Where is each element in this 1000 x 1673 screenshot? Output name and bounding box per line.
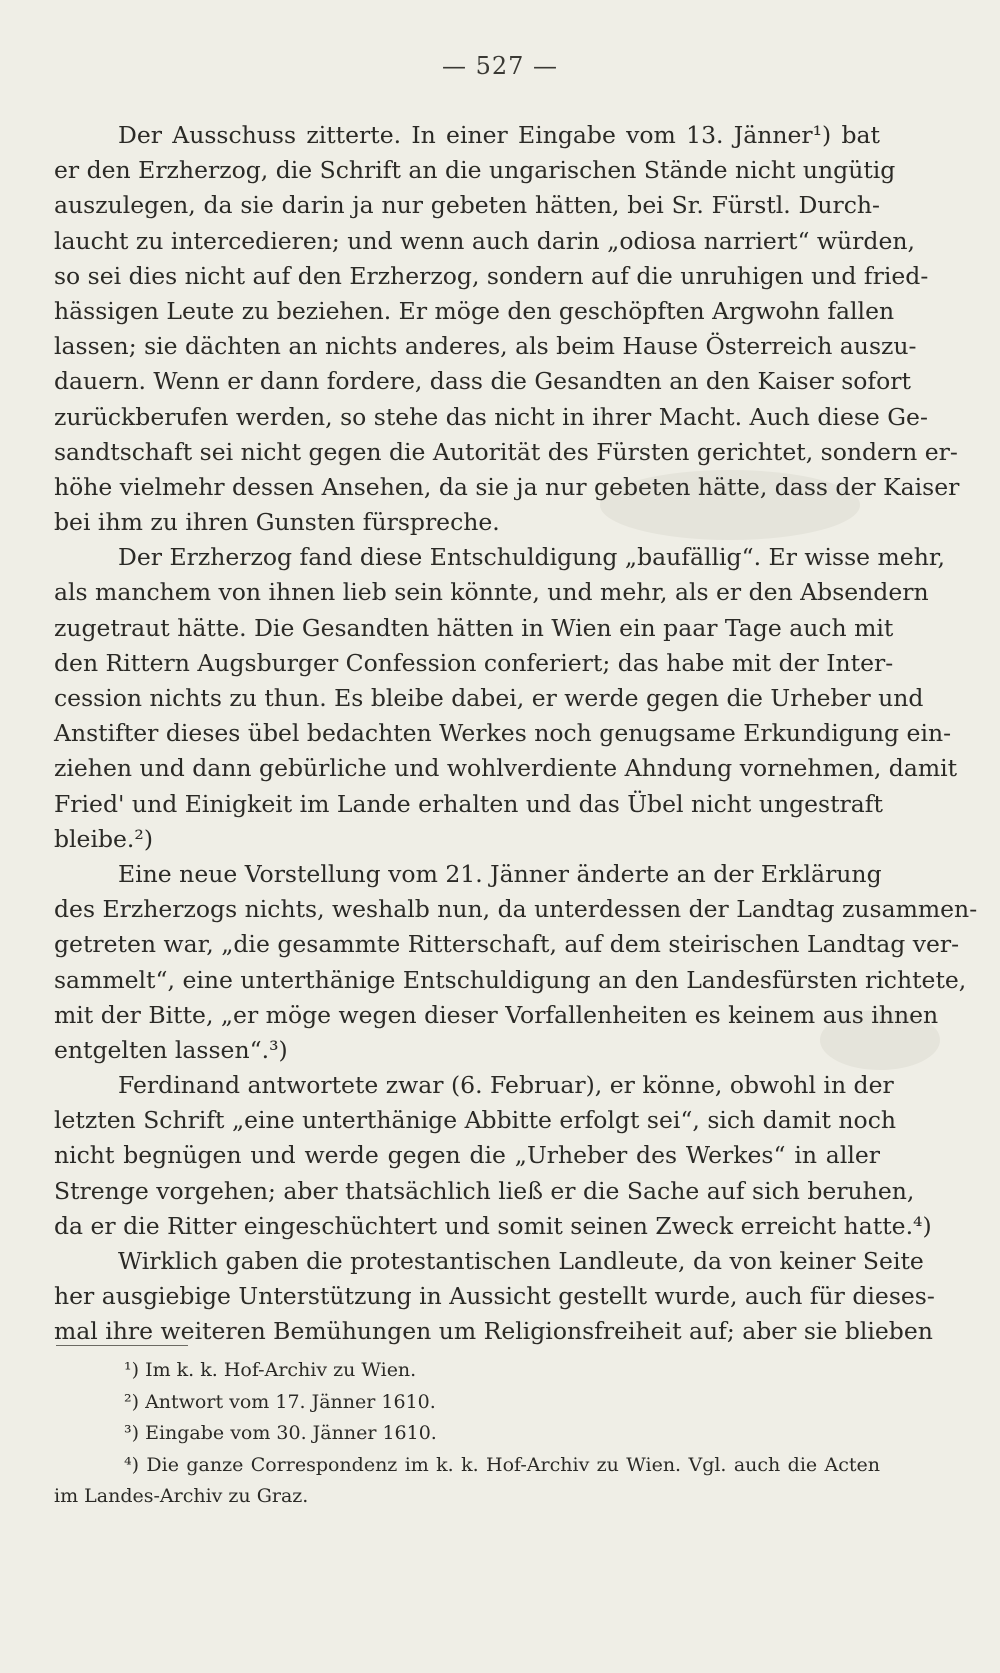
footnote-line: ¹) Im k. k. Hof-Archiv zu Wien. — [124, 1359, 417, 1381]
footnotes — [54, 1355, 880, 1513]
footnote-divider — [56, 1345, 188, 1346]
text-line: cession nichts zu thun. Es bleibe dabei, er werde gegen die Urheber und — [54, 684, 924, 712]
text-line: als manchem von ihnen lieb sein könnte, und mehr, als er den Absendern — [54, 578, 929, 607]
text-line: bleibe.²) — [54, 824, 153, 853]
text-line: zugetraut hätte. Die Gesandten hätten in Wien ein paar Tage auch mit — [54, 613, 894, 642]
footnote-line: ⁴) Die ganze Correspondenz im k. k. Hof-Archiv zu Wien. Vgl. auch die Acten — [124, 1453, 880, 1476]
text-line: zurückberufen werden, so stehe das nicht in ihrer Macht. Auch diese Ge- — [54, 402, 928, 431]
text-line: den Rittern Augsburger Confession conferiert; das habe mit der Inter- — [54, 648, 894, 677]
body-text — [54, 118, 978, 1350]
text-line: entgelten lassen“.³) — [54, 1035, 288, 1064]
text-line: Strenge vorgehen; aber thatsächlich ließ er die Sache auf sich beruhen, — [54, 1176, 915, 1205]
text-line: her ausgiebige Unterstützung in Aussicht gestellt wurde, auch für dieses- — [54, 1282, 935, 1311]
text-line: Eine neue Vorstellung vom 21. Jänner änderte an der Erklärung — [118, 859, 882, 888]
text-line: Anstifter dieses übel bedachten Werkes noch genugsame Erkundigung ein- — [54, 719, 952, 748]
text-line: dauern. Wenn er dann fordere, dass die Gesandten an den Kaiser sofort — [54, 367, 911, 396]
text-line: Fried' und Einigkeit im Lande erhalten und das Übel nicht ungestraft — [54, 789, 883, 818]
page-number: — 527 — — [441, 52, 559, 80]
text-line: lassen; sie dächten an nichts anderes, als beim Hause Österreich auszu- — [54, 332, 917, 361]
text-line: des Erzherzogs nichts, weshalb nun, da unterdessen der Landtag zusammen- — [54, 895, 978, 924]
text-line: mit der Bitte, „er möge wegen dieser Vorfallenheiten es keinem aus ihnen — [54, 1000, 939, 1029]
text-line: sandtschaft sei nicht gegen die Autorität des Fürsten gerichtet, sondern er- — [54, 437, 958, 466]
text-line: er den Erzherzog, die Schrift an die ungarischen Stände nicht ungütig — [54, 156, 896, 185]
text-line: nicht begnügen und werde gegen die „Urheber des Werkes“ in aller — [54, 1141, 880, 1170]
text-line: Der Erzherzog fand diese Entschuldigung „baufällig“. Er wisse mehr, — [118, 543, 945, 572]
text-line: Der Ausschuss zitterte. In einer Eingabe vom 13. Jänner¹) bat — [118, 121, 880, 149]
footnote-line: ³) Eingabe vom 30. Jänner 1610. — [124, 1422, 437, 1444]
text-line: mal ihre weiteren Bemühungen um Religionsfreiheit auf; aber sie blieben — [54, 1317, 933, 1346]
footnote-line: ²) Antwort vom 17. Jänner 1610. — [124, 1390, 436, 1413]
text-line: so sei dies nicht auf den Erzherzog, sondern auf die unruhigen und fried- — [54, 261, 929, 290]
text-line: Wirklich gaben die protestantischen Landleute, da von keiner Seite — [118, 1247, 924, 1275]
text-line: Ferdinand antwortete zwar (6. Februar), er könne, obwohl in der — [118, 1071, 894, 1100]
text-line: auszulegen, da sie darin ja nur gebeten hätten, bei Sr. Fürstl. Durch- — [54, 191, 880, 220]
text-line: getreten war, „die gesammte Ritterschaft, auf dem steirischen Landtag ver- — [54, 930, 960, 959]
text-line: sammelt“, eine unterthänige Entschuldigung an den Landesfürsten richtete, — [54, 965, 967, 994]
text-line: laucht zu intercedieren; und wenn auch darin „odiosa narriert“ würden, — [54, 226, 915, 255]
text-line: bei ihm zu ihren Gunsten fürspreche. — [54, 508, 500, 537]
text-line: höhe vielmehr dessen Ansehen, da sie ja nur gebeten hätte, dass der Kaiser — [54, 472, 960, 501]
text-line: letzten Schrift „eine unterthänige Abbitte erfolgt sei“, sich damit noch — [54, 1106, 897, 1135]
text-line: ziehen und dann gebürliche und wohlverdiente Ahndung vornehmen, damit — [54, 754, 958, 783]
text-line: hässigen Leute zu beziehen. Er möge den geschöpften Argwohn fallen — [54, 296, 895, 325]
text-line: da er die Ritter eingeschüchtert und somit seinen Zweck erreicht hatte.⁴) — [54, 1211, 932, 1240]
footnote-line: im Landes-Archiv zu Graz. — [54, 1485, 309, 1507]
